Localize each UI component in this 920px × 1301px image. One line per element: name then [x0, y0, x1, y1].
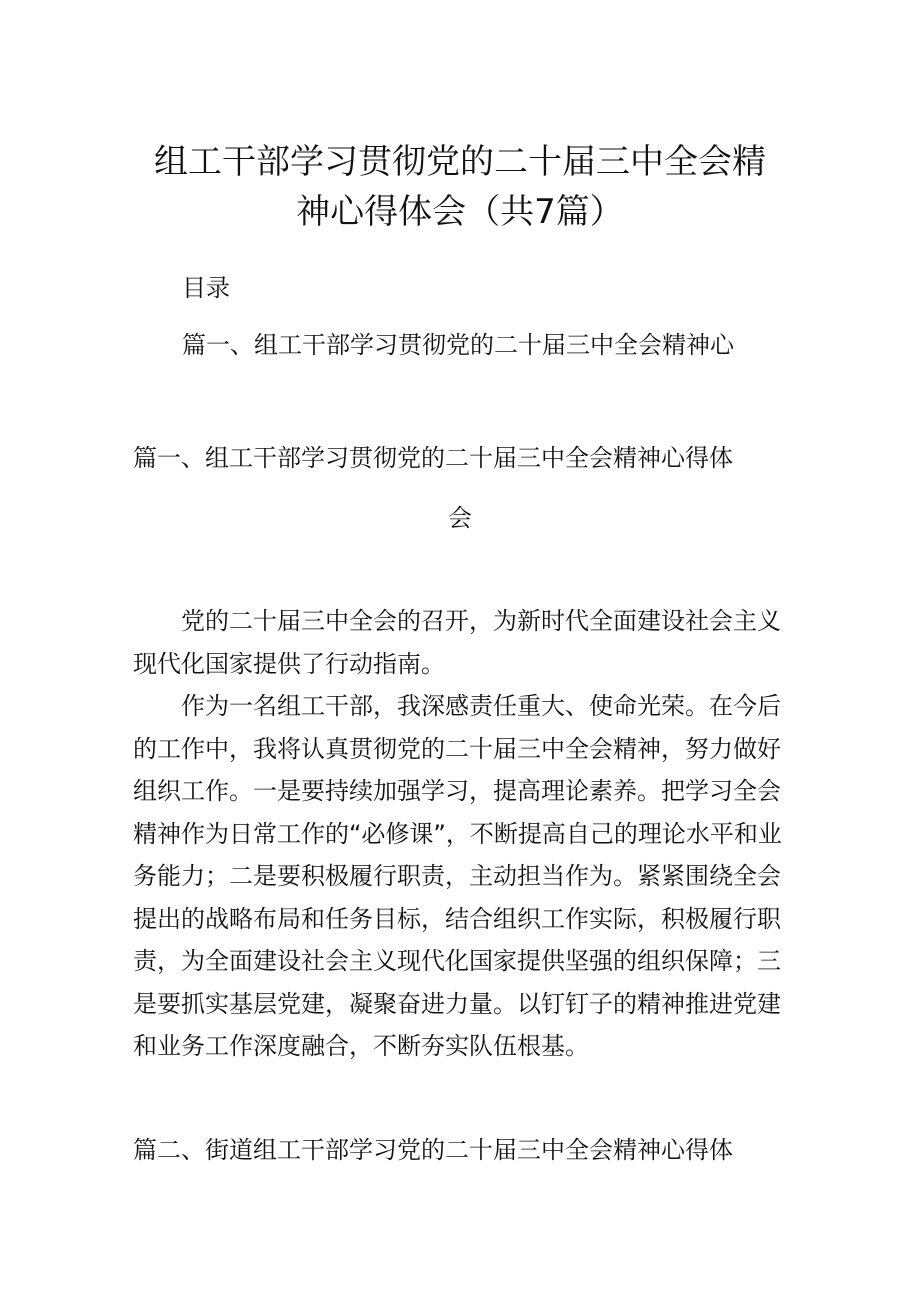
section-1-title: 篇一、组工干部学习贯彻党的二十届三中全会精神心得体 [133, 444, 733, 472]
paragraph: 作为一名组工干部，我深感责任重大、使命光荣。在今后的工作中，我将认真贯彻党的二十届三中全会精神，努力做好组织工作。一是要持续加强学习，提高理论素养。把学习全会精神作为日常工作的“必修课”，不断提高自己的理论水平和业务能力；二是要积极履行职责，主动担当作为。紧紧围绕全会提出的战略布局和任务目标，结合组织工作实际，积极履行职责，为全面建设社会主义现代化国家提供坚强的组织保障；三是要抓实基层党建，凝聚奋进力量。以钉钉子的精神推进党建和业务工作深度融合，不断夯实队伍根基。 [133, 692, 782, 1060]
document-title: 组工干部学习贯彻党的二十届三中全会精神心得体会（共7篇） [154, 142, 766, 232]
toc-item-1[interactable]: 篇一、组工干部学习贯彻党的二十届三中全会精神心 [182, 331, 734, 359]
paragraph: 党的二十届三中全会的召开，为新时代全面建设社会主义现代化国家提供了行动指南。 [133, 607, 781, 678]
toc-heading: 目录 [182, 274, 230, 302]
section-2-title: 篇二、街道组工干部学习党的二十届三中全会精神心得体 [133, 1136, 733, 1164]
section-1-body [133, 600, 788, 1068]
section-1-title-continued: 会 [448, 504, 472, 532]
